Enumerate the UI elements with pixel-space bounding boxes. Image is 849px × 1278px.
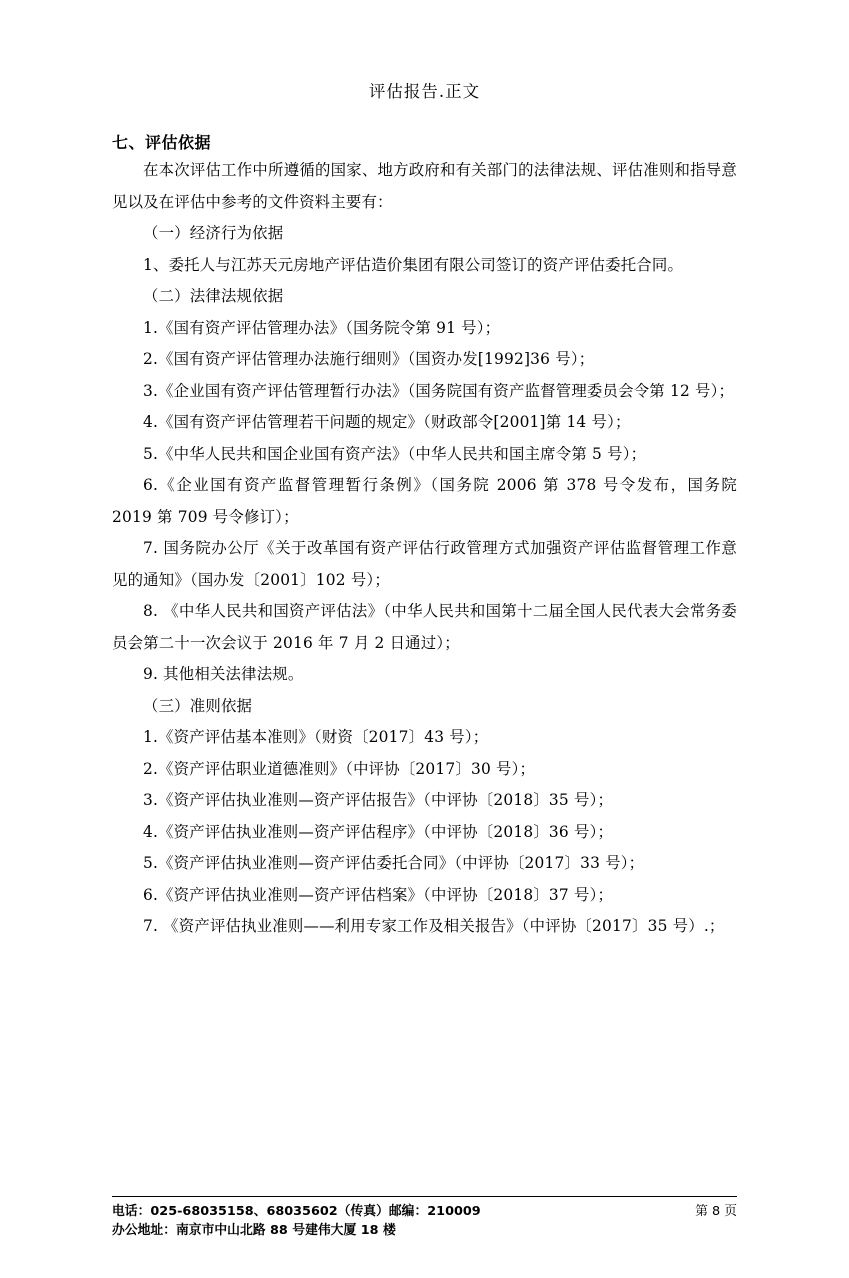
footer-divider xyxy=(112,1196,737,1197)
paragraph-legal-8: 8. 《中华人民共和国资产评估法》（中华人民共和国第十二届全国人民代表大会常务委员会第二十一次会议于 2016 年 7 月 2 日通过）； xyxy=(112,602,737,652)
paragraph-legal-9: 9. 其他相关法律法规。 xyxy=(143,665,304,683)
paragraph-standards-basis-heading: （三）准则依据 xyxy=(143,696,253,715)
paragraph-standard-2: 2.《资产评估职业道德准则》（中评协〔2017〕30 号）； xyxy=(143,759,536,778)
section-heading: 七、评估依据 xyxy=(112,133,212,152)
page-title: 评估报告.正文 xyxy=(368,82,481,101)
page-footer xyxy=(112,1196,737,1240)
page-number: 第 8 页 xyxy=(695,1204,737,1219)
paragraph-standard-3: 3.《资产评估执业准则—资产评估报告》（中评协〔2018〕35 号）； xyxy=(143,791,614,809)
paragraph-legal-6: 6.《企业国有资产监督管理暂行条例》（国务院 2006 第 378 号令发布，国务院 2019 第 709 号令修订）； xyxy=(112,476,737,526)
paragraph-legal-3: 3.《企业国有资产评估管理暂行办法》（国务院国有资产监督管理委员会令第 12 号）； xyxy=(143,381,735,400)
paragraph-economic-basis-heading: （一）经济行为依据 xyxy=(143,224,284,242)
paragraph-intro: 在本次评估工作中所遵循的国家、地方政府和有关部门的法律法规、评估准则和指导意见以及在评估中参考的文件资料主要有： xyxy=(112,161,737,211)
paragraph-legal-4: 4.《国有资产评估管理若干问题的规定》（财政部令[2001]第 14 号）； xyxy=(143,413,631,431)
document-page xyxy=(0,78,849,1278)
footer-address: 办公地址：南京市中山北路 88 号建伟大厦 18 楼 xyxy=(112,1223,396,1238)
paragraph-economic-basis-1: 1、委托人与江苏天元房地产评估造价集团有限公司签订的资产评估委托合同。 xyxy=(143,255,684,274)
paragraph-legal-7: 7. 国务院办公厅《关于改革国有资产评估行政管理方式加强资产评估监督管理工作意见的通知》（国办发〔2001〕102 号）； xyxy=(112,539,737,589)
paragraph-standard-1: 1.《资产评估基本准则》（财资〔2017〕43 号）； xyxy=(143,728,489,746)
paragraph-standard-5: 5.《资产评估执业准则—资产评估委托合同》（中评协〔2017〕33 号）； xyxy=(143,854,645,872)
paragraph-legal-5: 5.《中华人民共和国企业国有资产法》（中华人民共和国主席令第 5 号）； xyxy=(143,444,647,463)
paragraph-legal-2: 2.《国有资产评估管理办法施行细则》（国资办发[1992]36 号）； xyxy=(143,350,595,368)
paragraph-legal-1: 1.《国有资产评估管理办法》（国务院令第 91 号）； xyxy=(143,318,501,337)
paragraph-standard-7: 7. 《资产评估执业准则——利用专家工作及相关报告》（中评协〔2017〕35 号）.； xyxy=(143,917,725,935)
paragraph-standard-4: 4.《资产评估执业准则—资产评估程序》（中评协〔2018〕36 号）； xyxy=(143,822,614,841)
paragraph-legal-basis-heading: （二）法律法规依据 xyxy=(143,287,284,305)
paragraph-standard-6: 6.《资产评估执业准则—资产评估档案》（中评协〔2018〕37 号）； xyxy=(143,885,614,904)
footer-contact: 电话：025-68035158、68035602（传真）邮编：210009 xyxy=(112,1204,481,1219)
